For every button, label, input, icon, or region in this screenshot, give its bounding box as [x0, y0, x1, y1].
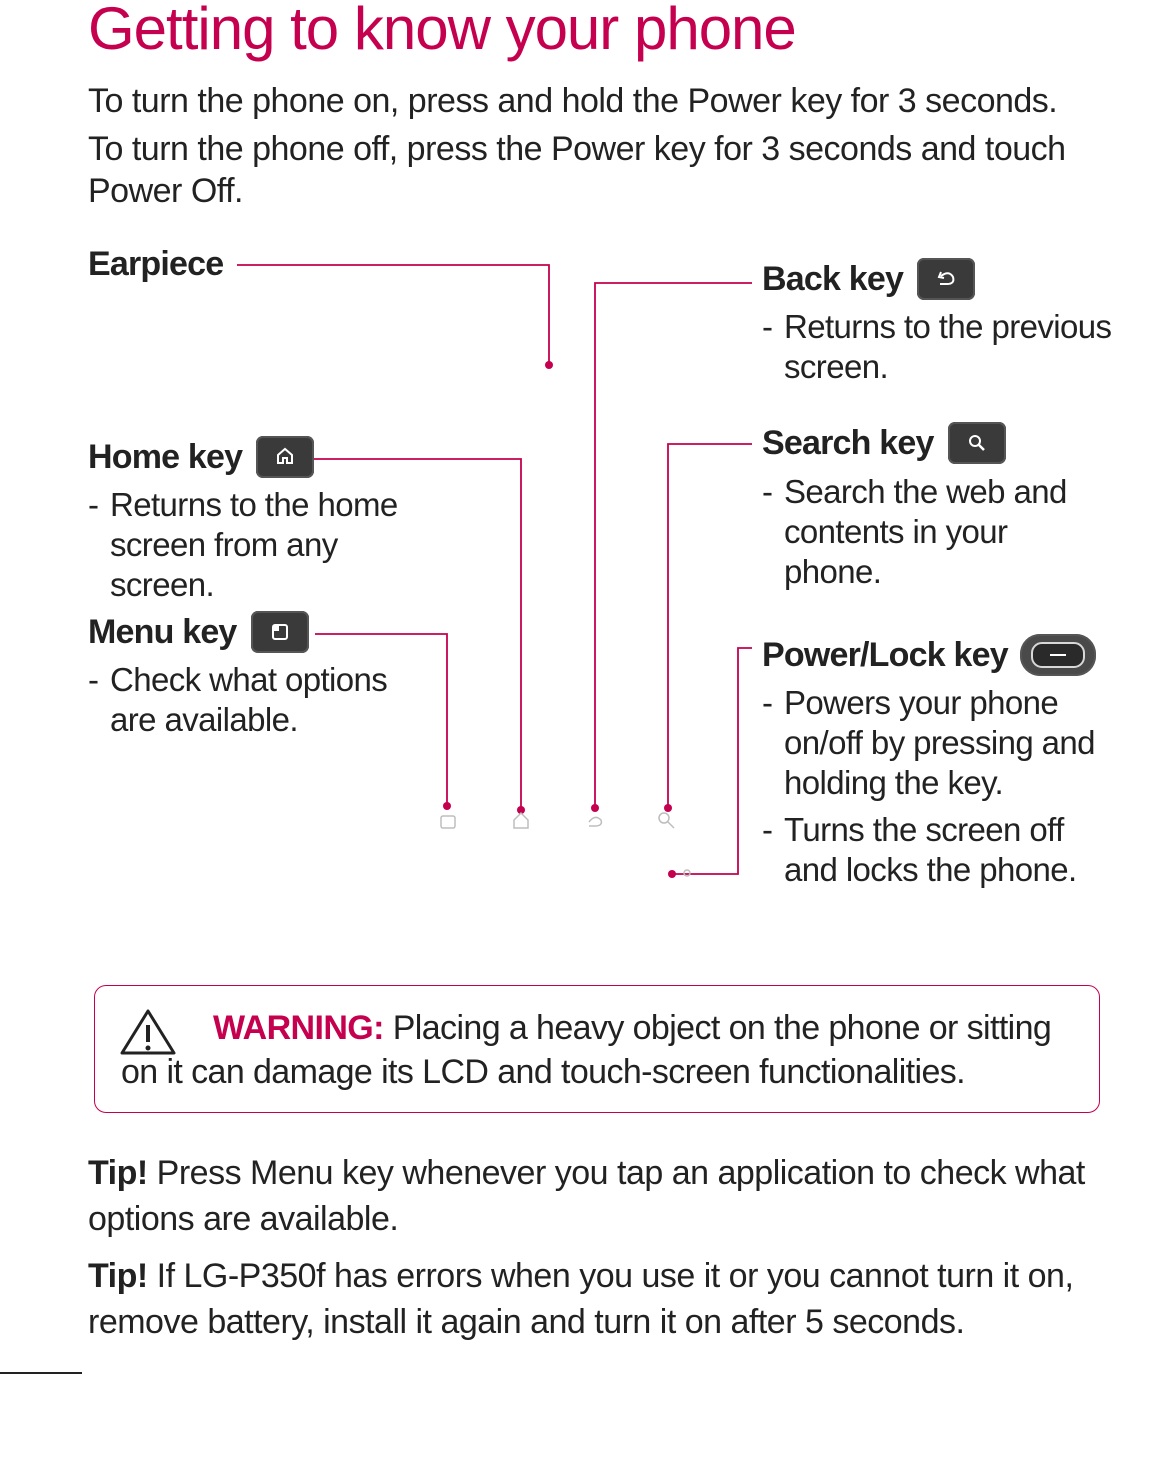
search-desc-dash: - — [762, 473, 773, 510]
back-key-desc — [762, 307, 1134, 387]
back-key-heading — [762, 258, 975, 300]
tip-1-text: Press Menu key whenever you tap an application to check what options are available. — [88, 1154, 1085, 1238]
intro-power-on: To turn the phone on, press and hold the Power key for 3 seconds. — [88, 82, 1058, 120]
earpiece-label — [88, 244, 223, 284]
home-key-desc — [88, 485, 430, 605]
power-key-desc-2 — [762, 810, 1114, 890]
home-key-heading — [88, 436, 314, 478]
tip-1 — [88, 1150, 1098, 1242]
back-dot — [591, 804, 599, 812]
home-desc-dash: - — [88, 486, 99, 523]
search-dot — [664, 804, 672, 812]
search-key-label: Search key — [762, 424, 934, 462]
power-lock-icon — [1020, 634, 1096, 676]
intro-power-off: To turn the phone off, press the Power key for 3 seconds and touch Power Off. — [88, 130, 1066, 210]
menu-key-desc-text: Check what options are available. — [110, 661, 388, 738]
menu-dot — [443, 802, 451, 810]
menu-icon — [251, 611, 309, 653]
phone-home-key-icon — [514, 813, 528, 828]
power-key-desc-2-text: Turns the screen off and locks the phone. — [784, 811, 1077, 888]
page-title: Getting to know your phone — [88, 0, 796, 62]
menu-key-desc — [88, 660, 430, 740]
power-key-desc-1-text: Powers your phone on/off by pressing and holding the key. — [784, 684, 1095, 801]
home-icon — [256, 436, 314, 478]
earpiece-label-text: Earpiece — [88, 245, 224, 283]
tip-2 — [88, 1253, 1098, 1345]
back-key-label: Back key — [762, 260, 904, 298]
phone-power-key-icon — [684, 870, 690, 876]
power-key-heading — [762, 634, 1096, 676]
warning-body: Placing a heavy object on the phone or sitting on it can damage its LCD and touch-screen functionalities. — [121, 1009, 1052, 1091]
menu-desc-dash: - — [88, 661, 99, 698]
search-leader-line — [668, 444, 752, 808]
phone-menu-key-icon — [441, 816, 455, 828]
warning-label: WARNING: — [213, 1009, 384, 1047]
phone-search-key-icon — [659, 813, 674, 828]
power-key-label: Power/Lock key — [762, 636, 1008, 674]
warning-text — [121, 1006, 1071, 1094]
power-desc-2-dash: - — [762, 811, 773, 848]
phone-back-key-icon — [589, 817, 601, 826]
search-key-heading — [762, 422, 1006, 464]
warning-box — [94, 985, 1100, 1113]
tip-2-text: If LG-P350f has errors when you use it or you cannot turn it on, remove battery, install it again and turn it on after 5 seconds. — [88, 1257, 1074, 1341]
home-key-desc-text: Returns to the home screen from any screen. — [110, 486, 398, 603]
power-dot — [668, 870, 676, 878]
back-desc-dash: - — [762, 308, 773, 345]
search-key-desc-text: Search the web and contents in your phone. — [784, 473, 1067, 590]
power-desc-1-dash: - — [762, 684, 773, 721]
power-key-desc-1 — [762, 683, 1134, 803]
footer-rule — [0, 1372, 82, 1374]
search-key-desc — [762, 472, 1104, 592]
earpiece-dot — [545, 361, 553, 369]
back-leader-line — [595, 283, 752, 808]
tip-1-label: Tip! — [88, 1154, 148, 1192]
tip-2-label: Tip! — [88, 1257, 148, 1295]
back-arrow-icon — [917, 258, 975, 300]
search-icon — [948, 422, 1006, 464]
power-leader-line — [672, 648, 752, 874]
home-key-label: Home key — [88, 438, 243, 476]
earpiece-leader-line — [237, 265, 549, 365]
menu-key-heading — [88, 611, 309, 653]
back-key-desc-text: Returns to the previous screen. — [784, 308, 1112, 385]
menu-key-label: Menu key — [88, 613, 237, 651]
